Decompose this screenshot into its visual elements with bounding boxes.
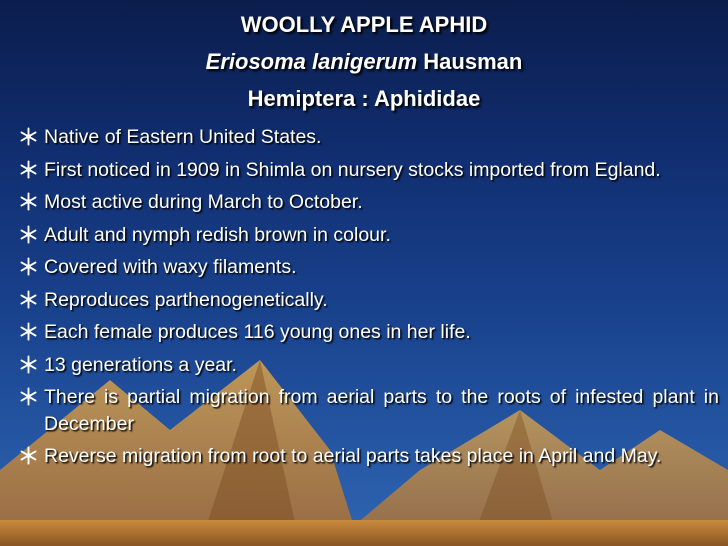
snowflake-bullet-icon (19, 192, 38, 211)
list-item: Native of Eastern United States. (0, 124, 728, 151)
title-scientific-italic: Eriosoma lanigerum (205, 49, 418, 74)
title-scientific-author: Hausman (417, 49, 523, 74)
list-item: Reproduces parthenogenetically. (0, 287, 728, 314)
list-item: 13 generations a year. (0, 352, 728, 379)
snowflake-bullet-icon (19, 322, 38, 341)
bullet-list (0, 124, 728, 476)
snowflake-bullet-icon (19, 446, 38, 465)
title-common-name: WOOLLY APPLE APHID (240, 12, 488, 37)
ground (0, 520, 728, 546)
title-scientific-name (0, 43, 728, 80)
list-item: Each female produces 116 young ones in her life. (0, 319, 728, 346)
snowflake-bullet-icon (19, 290, 38, 309)
snowflake-bullet-icon (19, 387, 38, 406)
list-item: First noticed in 1909 in Shimla on nursery stocks imported from Egland. (0, 157, 728, 184)
list-item: Covered with waxy filaments. (0, 254, 728, 281)
title-classification: Hemiptera : Aphididae (247, 86, 481, 111)
list-item: There is partial migration from aerial parts to the roots of infested plant in December (0, 384, 728, 437)
list-item: Adult and nymph redish brown in colour. (0, 222, 728, 249)
slide-title (0, 6, 728, 117)
snowflake-bullet-icon (19, 355, 38, 374)
snowflake-bullet-icon (19, 257, 38, 276)
snowflake-bullet-icon (19, 127, 38, 146)
snowflake-bullet-icon (19, 225, 38, 244)
list-item: Reverse migration from root to aerial parts takes place in April and May. (0, 443, 728, 470)
list-item: Most active during March to October. (0, 189, 728, 216)
snowflake-bullet-icon (19, 160, 38, 179)
